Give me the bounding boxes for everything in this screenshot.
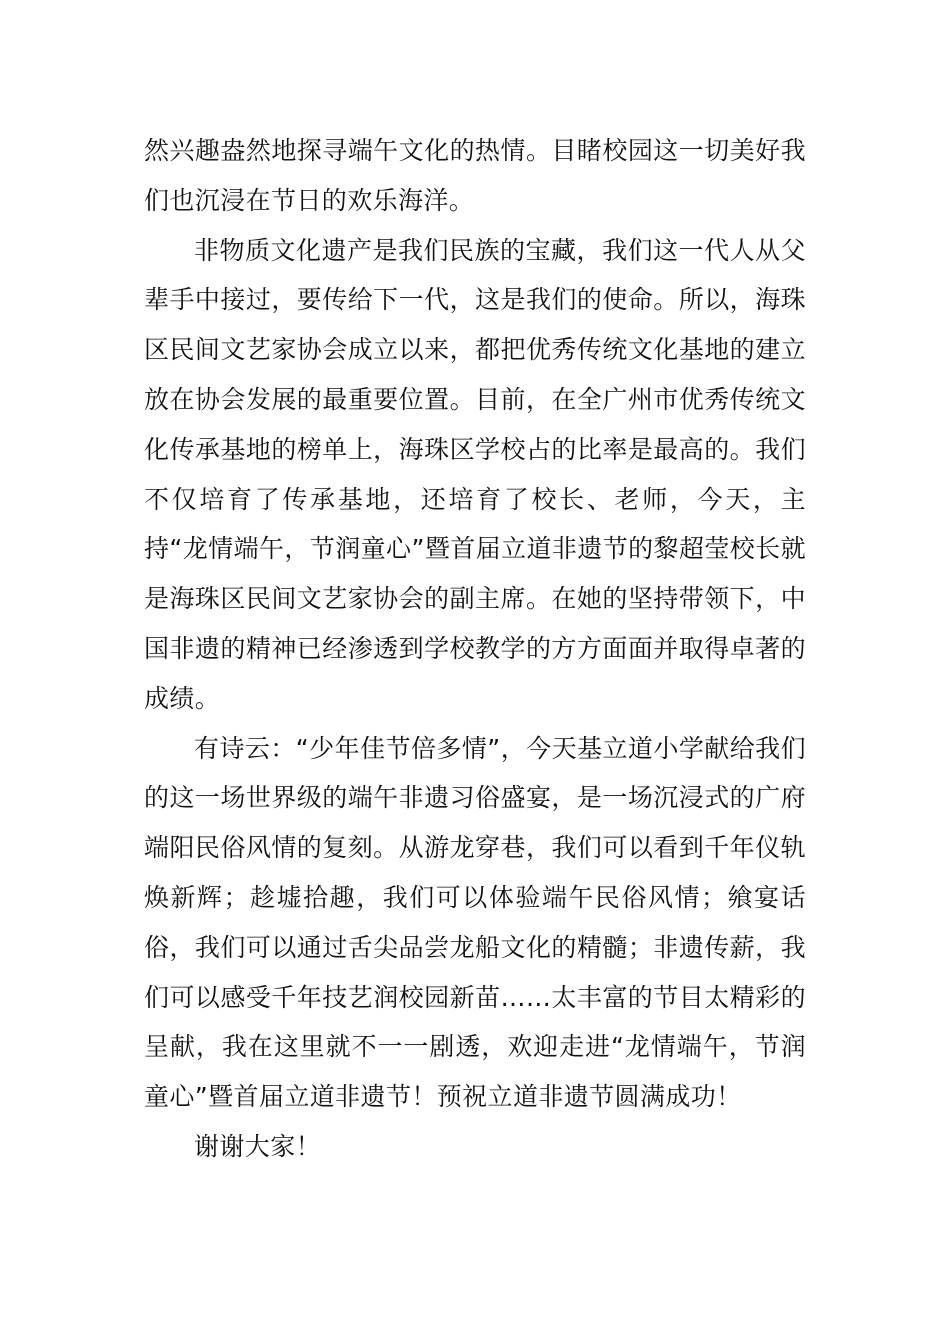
paragraph-heritage: 非物质文化遗产是我们民族的宝藏，我们这一代人从父辈手中接过，要传给下一代，这是我们的使命。所以，海珠区民间文艺家协会成立以来，都把优秀传统文化基地的建立放在协会发展的最重要位置。目前，在全广州市优秀传统文化传承基地的榜单上，海珠区学校占的比率是最高的。我们不仅培育了传承基地，还培育了校长、老师，今天，主持“龙情端午，节润童心”暨首届立道非遗节的黎超莹校长就是海珠区民间文艺家协会的副主席。在她的坚持带领下，中国非遗的精神已经渗透到学校教学的方方面面并取得卓著的成绩。 xyxy=(144,235,806,713)
paragraph-poem: 有诗云：“少年佳节倍多情”，今天基立道小学献给我们的这一场世界级的端午非遗习俗盛宴，是一场沉浸式的广府端阳民俗风情的复刻。从游龙穿巷，我们可以看到千年仪轨焕新辉；趁墟拾趣，我们可以体验端午民俗风情；飨宴话俗，我们可以通过舌尖品尝龙船文化的精髓；非遗传薪，我们可以感受千年技艺润校园新苗……太丰富的节目太精彩的呈献，我在这里就不一一剧透，欢迎走进“龙情端午，节润童心”暨首届立道非遗节！预祝立道非遗节圆满成功！ xyxy=(144,733,806,1112)
document-body xyxy=(144,126,806,1172)
paragraph-thanks: 谢谢大家！ xyxy=(194,1131,322,1161)
paragraph-continuation: 然兴趣盎然地探寻端午文化的热情。目睹校园这一切美好我们也沉浸在节日的欢乐海洋。 xyxy=(144,136,806,215)
